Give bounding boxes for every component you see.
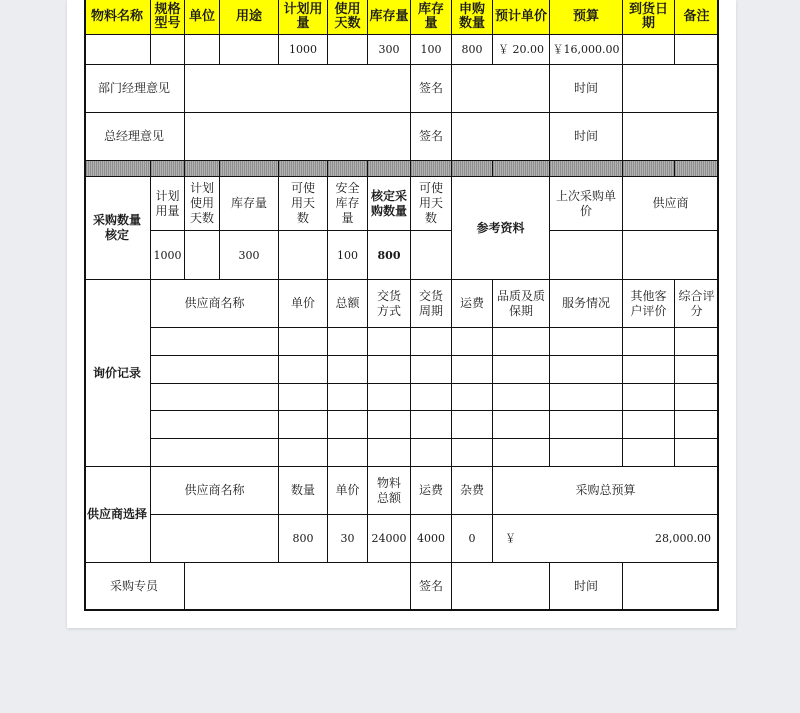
request-item-name[interactable] — [84, 35, 151, 65]
separator-cell — [185, 161, 220, 177]
header-stock-qty: 库存量 — [368, 0, 411, 35]
ver-verified-qty-value[interactable]: 800 — [368, 231, 411, 280]
dept-manager-opinion[interactable] — [185, 65, 411, 113]
header-unit: 单位 — [185, 0, 220, 35]
ver-supplier-value[interactable] — [623, 231, 719, 280]
purchaser-field[interactable] — [185, 563, 411, 611]
header-order-qty: 申购数量 — [452, 0, 493, 35]
sel-col-misc: 杂费 — [452, 467, 493, 515]
header-safety-stock: 库存量 — [411, 0, 452, 35]
sel-material-total-value[interactable]: 24000 — [368, 515, 411, 563]
inquiry-cell[interactable] — [675, 328, 719, 356]
selection-section-label: 供应商选择 — [84, 467, 151, 563]
inquiry-cell[interactable] — [675, 356, 719, 384]
ver-available-days2-label: 可使用天数 — [411, 177, 452, 231]
purchaser-sign-field[interactable] — [452, 563, 550, 611]
inquiry-cell[interactable] — [493, 356, 550, 384]
separator-cell — [151, 161, 185, 177]
inquiry-cell[interactable] — [368, 384, 411, 412]
inquiry-cell[interactable] — [411, 439, 452, 467]
ver-available-days-value[interactable] — [279, 231, 328, 280]
header-budget: 预算 — [550, 0, 623, 35]
inq-col-overall-score: 综合评分 — [675, 280, 719, 328]
sel-supplier-name-value[interactable] — [151, 515, 279, 563]
separator-cell — [493, 161, 550, 177]
header-spec-model: 规格型号 — [151, 0, 185, 35]
ver-stock-qty-label: 库存量 — [220, 177, 279, 231]
request-usage-days[interactable] — [328, 35, 368, 65]
gm-label: 总经理意见 — [84, 113, 185, 161]
sel-unit-price-value[interactable]: 30 — [328, 515, 368, 563]
separator-cell — [623, 161, 675, 177]
header-item-name: 物料名称 — [84, 0, 151, 35]
request-safety-stock[interactable]: 100 — [411, 35, 452, 65]
total-budget-amount: 28,000.00 — [655, 532, 711, 545]
inquiry-cell[interactable] — [411, 356, 452, 384]
inq-col-delivery-cycle: 交货周期 — [411, 280, 452, 328]
inquiry-cell[interactable] — [452, 439, 493, 467]
request-spec-model[interactable] — [151, 35, 185, 65]
gm-time-label: 时间 — [550, 113, 623, 161]
dept-time-label: 时间 — [550, 65, 623, 113]
request-order-qty[interactable]: 800 — [452, 35, 493, 65]
request-budget[interactable]: ￥16,000.00 — [550, 35, 623, 65]
header-usage-days: 使用天数 — [328, 0, 368, 35]
inquiry-cell[interactable] — [550, 356, 623, 384]
inquiry-cell[interactable] — [623, 411, 675, 439]
inquiry-cell[interactable] — [550, 411, 623, 439]
inquiry-cell[interactable] — [328, 384, 368, 412]
inquiry-cell[interactable] — [151, 328, 279, 356]
ver-reference-label: 参考资料 — [452, 177, 550, 280]
ver-planned-days-label: 计划使用天数 — [185, 177, 220, 231]
currency-symbol: ￥ — [505, 532, 516, 545]
separator-cell — [279, 161, 328, 177]
inquiry-cell[interactable] — [623, 439, 675, 467]
inq-col-quality: 品质及质保期 — [493, 280, 550, 328]
ver-planned-days-value[interactable] — [185, 231, 220, 280]
request-arrival-date[interactable] — [623, 35, 675, 65]
inquiry-cell[interactable] — [279, 356, 328, 384]
ver-supplier-label: 供应商 — [623, 177, 719, 231]
verification-section-label: 采购数量核定 — [84, 177, 151, 280]
sel-col-quantity: 数量 — [279, 467, 328, 515]
inquiry-cell[interactable] — [623, 356, 675, 384]
request-est-unit-price[interactable] — [493, 35, 550, 65]
ver-safety-stock-value[interactable]: 100 — [328, 231, 368, 280]
request-remarks[interactable] — [675, 35, 719, 65]
inquiry-cell[interactable] — [623, 328, 675, 356]
inq-col-total: 总额 — [328, 280, 368, 328]
sel-col-supplier-name: 供应商名称 — [151, 467, 279, 515]
inquiry-cell[interactable] — [151, 356, 279, 384]
ver-available-days-label: 可使用天数 — [279, 177, 328, 231]
purchaser-time-label: 时间 — [550, 563, 623, 611]
ver-stock-qty-value[interactable]: 300 — [220, 231, 279, 280]
inquiry-cell[interactable] — [550, 384, 623, 412]
inquiry-cell[interactable] — [411, 328, 452, 356]
inq-col-delivery-method: 交货方式 — [368, 280, 411, 328]
sel-misc-value[interactable]: 0 — [452, 515, 493, 563]
inquiry-cell[interactable] — [328, 328, 368, 356]
dept-time-field[interactable] — [623, 65, 719, 113]
header-usage: 用途 — [220, 0, 279, 35]
gm-time-field[interactable] — [623, 113, 719, 161]
separator-cell — [328, 161, 368, 177]
ver-safety-stock-label: 安全库存量 — [328, 177, 368, 231]
inq-col-other-reviews: 其他客户评价 — [623, 280, 675, 328]
request-stock-qty[interactable]: 300 — [368, 35, 411, 65]
inq-col-freight: 运费 — [452, 280, 493, 328]
dept-sign-field[interactable] — [452, 65, 550, 113]
purchaser-sign-label: 签名 — [411, 563, 452, 611]
inquiry-cell[interactable] — [368, 328, 411, 356]
separator-cell — [550, 161, 623, 177]
inquiry-cell[interactable] — [279, 328, 328, 356]
inquiry-cell[interactable] — [493, 411, 550, 439]
inquiry-section-label: 询价记录 — [84, 280, 151, 467]
inquiry-cell[interactable] — [452, 356, 493, 384]
separator-cell — [452, 161, 493, 177]
header-arrival-date: 到货日期 — [623, 0, 675, 35]
request-unit[interactable] — [185, 35, 220, 65]
inquiry-cell[interactable] — [550, 439, 623, 467]
ver-planned-qty-label: 计划用量 — [151, 177, 185, 231]
purchaser-label: 采购专员 — [84, 563, 185, 611]
inquiry-cell[interactable] — [675, 439, 719, 467]
separator-cell — [675, 161, 719, 177]
separator-cell — [368, 161, 411, 177]
est-unit-price-value: 20.00 — [512, 43, 544, 56]
separator-cell — [411, 161, 452, 177]
inquiry-cell[interactable] — [452, 384, 493, 412]
inquiry-cell[interactable] — [493, 439, 550, 467]
inquiry-cell[interactable] — [151, 411, 279, 439]
inquiry-cell[interactable] — [368, 439, 411, 467]
header-est-unit-price: 预计单价 — [493, 0, 550, 35]
dept-manager-label: 部门经理意见 — [84, 65, 185, 113]
purchase-request-form — [84, 0, 719, 611]
inq-col-service: 服务情况 — [550, 280, 623, 328]
inquiry-cell[interactable] — [279, 384, 328, 412]
ver-planned-qty-value[interactable]: 1000 — [151, 231, 185, 280]
inquiry-cell[interactable] — [411, 384, 452, 412]
dept-sign-label: 签名 — [411, 65, 452, 113]
inquiry-cell[interactable] — [368, 411, 411, 439]
sel-col-freight: 运费 — [411, 467, 452, 515]
header-planned-qty: 计划用量 — [279, 0, 328, 35]
sel-freight-value[interactable]: 4000 — [411, 515, 452, 563]
ver-last-price-value[interactable] — [550, 231, 623, 280]
inquiry-cell[interactable] — [452, 328, 493, 356]
sel-col-material-total: 物料总额 — [368, 467, 411, 515]
inquiry-cell[interactable] — [279, 411, 328, 439]
gm-sign-label: 签名 — [411, 113, 452, 161]
request-usage[interactable] — [220, 35, 279, 65]
inquiry-cell[interactable] — [493, 384, 550, 412]
inquiry-cell[interactable] — [493, 328, 550, 356]
ver-verified-qty-label: 核定采购数量 — [368, 177, 411, 231]
ver-available-days2-value[interactable] — [411, 231, 452, 280]
separator-cell — [220, 161, 279, 177]
currency-symbol: ￥ — [498, 43, 509, 56]
sel-quantity-value[interactable]: 800 — [279, 515, 328, 563]
request-planned-qty[interactable]: 1000 — [279, 35, 328, 65]
ver-last-price-label: 上次采购单价 — [550, 177, 623, 231]
inquiry-cell[interactable] — [550, 328, 623, 356]
sel-col-unit-price: 单价 — [328, 467, 368, 515]
inquiry-cell[interactable] — [675, 384, 719, 412]
inquiry-cell[interactable] — [675, 411, 719, 439]
purchaser-time-field[interactable] — [623, 563, 719, 611]
inquiry-cell[interactable] — [151, 384, 279, 412]
inq-col-unit-price: 单价 — [279, 280, 328, 328]
sel-col-total-budget: 采购总预算 — [493, 467, 719, 515]
inquiry-cell[interactable] — [452, 411, 493, 439]
sel-total-budget-value[interactable] — [493, 515, 719, 563]
inquiry-cell[interactable] — [279, 439, 328, 467]
separator-cell — [84, 161, 151, 177]
inquiry-cell[interactable] — [328, 411, 368, 439]
inquiry-cell[interactable] — [411, 411, 452, 439]
inquiry-cell[interactable] — [328, 439, 368, 467]
gm-sign-field[interactable] — [452, 113, 550, 161]
inquiry-cell[interactable] — [623, 384, 675, 412]
gm-opinion[interactable] — [185, 113, 411, 161]
inquiry-cell[interactable] — [151, 439, 279, 467]
inquiry-cell[interactable] — [368, 356, 411, 384]
inquiry-cell[interactable] — [328, 356, 368, 384]
header-remarks: 备注 — [675, 0, 719, 35]
inq-col-supplier-name: 供应商名称 — [151, 280, 279, 328]
